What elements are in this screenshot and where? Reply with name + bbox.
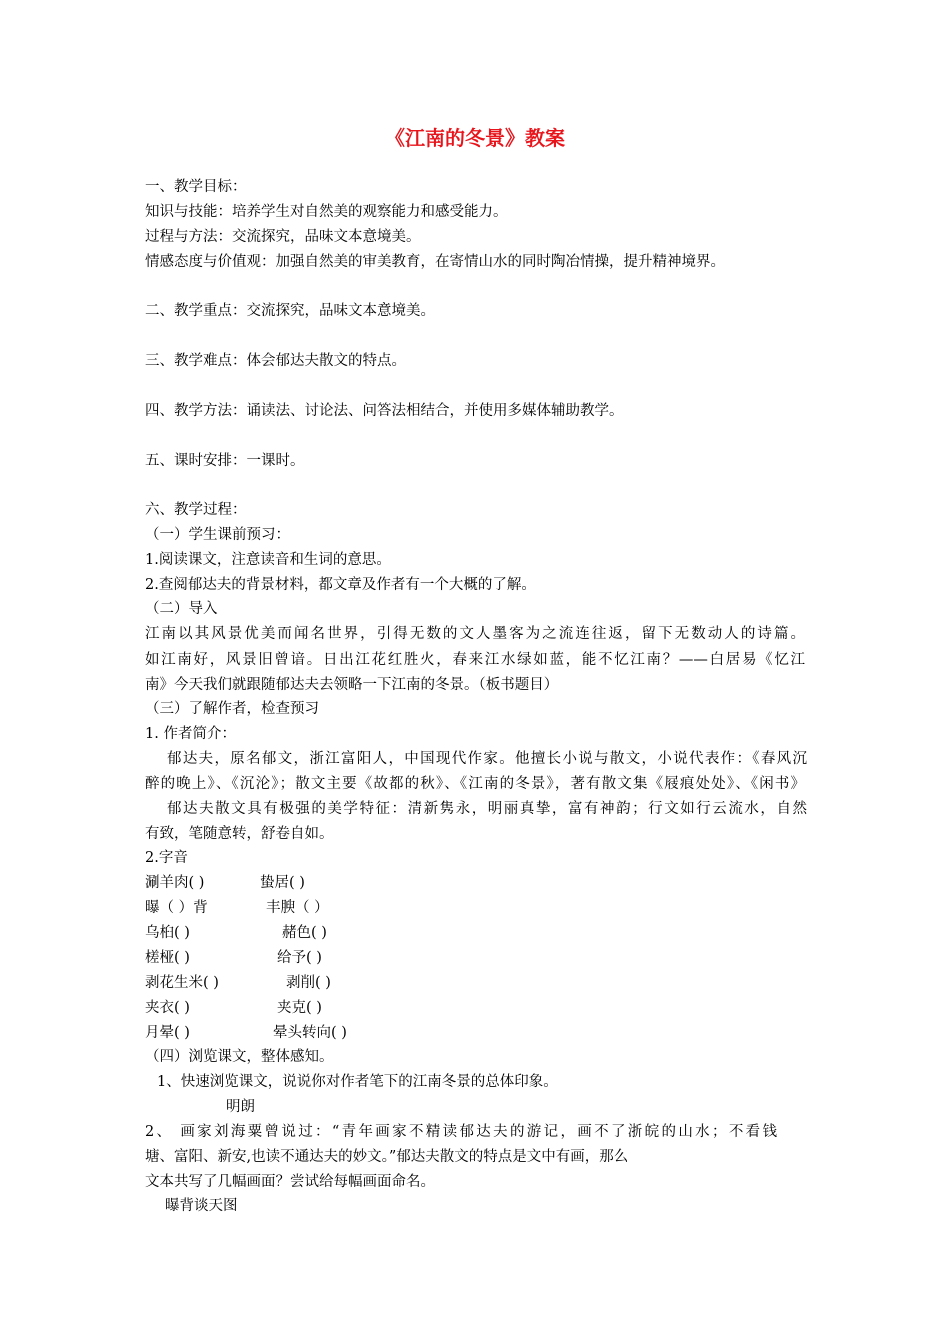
pron-word-left: 月晕( ) [145,1025,190,1041]
intro-line-3: 南》今天我们就跟随郁达夫去领略一下江南的冬景。（板书题目） [145,677,559,693]
section-3-difficulty: 三、教学难点：体会郁达夫散文的特点。 [145,353,406,369]
pron-word-right: 给予( ) [277,950,322,966]
part-4-heading: （四）浏览课文，整体感知。 [145,1049,334,1065]
intro-line-1: 江南以其风景优美而闻名世界，引得无数的文人墨客为之流连往返，留下无数动人的诗篇。 [145,626,805,642]
question-1: 1、快速浏览课文，说说你对作者笔下的江南冬景的总体印象。 [157,1074,558,1090]
question-2-line-1: 2、 画家刘海粟曾说过：“青年画家不精读郁达夫的游记，画不了浙皖的山水；不看钱 [145,1124,777,1140]
pron-word-left: 槎桠( ) [145,950,190,966]
pronunciation-label: 2.字音 [145,850,188,866]
section-4-method: 四、教学方法：诵读法、讨论法、问答法相结合，并使用多媒体辅助教学。 [145,403,624,419]
author-bio-line-2: 醉的晚上》、《沉沦》；散文主要《故都的秋》、《江南的冬景》，著有散文集《屐痕处处》、《闲书》 [145,776,805,792]
intro-line-2: 如江南好，风景旧曾谙。日出江花红胜火，春来江水绿如蓝，能不忆江南？——白居易《忆江 [145,652,805,668]
pron-word-left: 夹衣( ) [145,1000,190,1016]
question-2-line-3: 文本共写了几幅画面？尝试给每幅画面命名。 [145,1174,435,1190]
section-5-schedule: 五、课时安排：一课时。 [145,453,305,469]
pron-word-left: 曝（ ）背 [145,900,208,916]
pron-word-right: 晕头转向( ) [273,1025,347,1041]
answer-1: 明朗 [226,1099,255,1115]
goal-process: 过程与方法：交流探究，品味文本意境美。 [145,229,421,245]
author-bio-line-3: 郁达夫散文具有极强的美学特征：清新隽永，明丽真挚，富有神韵；行文如行云流水，自然 [167,801,807,817]
answer-2: 曝背谈天图 [165,1198,238,1214]
pron-word-left: 乌桕( ) [145,925,190,941]
author-bio-line-1: 郁达夫，原名郁文，浙江富阳人，中国现代作家。他擅长小说与散文，小说代表作：《春风沉 [167,751,807,767]
goal-knowledge: 知识与技能：培养学生对自然美的观察能力和感受能力。 [145,204,508,220]
question-2-line-2: 塘、富阳、新安,也读不通达夫的妙文。”郁达夫散文的特点是文中有画，那么 [145,1149,629,1165]
goal-emotion: 情感态度与价值观：加强自然美的审美教育，在寄情山水的同时陶冶情操，提升精神境界。 [145,254,725,270]
pron-word-right: 赭色( ) [282,925,327,941]
section-6-heading: 六、教学过程： [145,502,247,518]
document-title: 《江南的冬景》教案 [385,126,565,150]
part-1-heading: （一）学生课前预习： [145,527,290,543]
pron-word-left: 剥花生米( ) [145,975,219,991]
author-intro-label: 1. 作者简介： [145,726,236,742]
part-2-heading: （二）导入 [145,601,218,617]
author-bio-line-4: 有致，笔随意转，舒卷自如。 [145,826,334,842]
pron-word-right: 蛰居( ) [260,875,305,891]
preview-item-1: 1.阅读课文，注意读音和生词的意思。 [145,552,391,568]
section-2-key-point: 二、教学重点：交流探究，品味文本意境美。 [145,303,435,319]
pron-word-right: 夹克( ) [277,1000,322,1016]
part-3-heading: （三）了解作者，检查预习 [145,701,319,717]
pron-word-right: 剥削( ) [286,975,331,991]
section-1-heading: 一、教学目标： [145,179,247,195]
pron-word-right: 丰腴（ ） [266,900,329,916]
pron-word-left: 涮羊肉( ) [145,875,205,891]
preview-item-2: 2.查阅郁达夫的背景材料，都文章及作者有一个大概的了解。 [145,577,536,593]
